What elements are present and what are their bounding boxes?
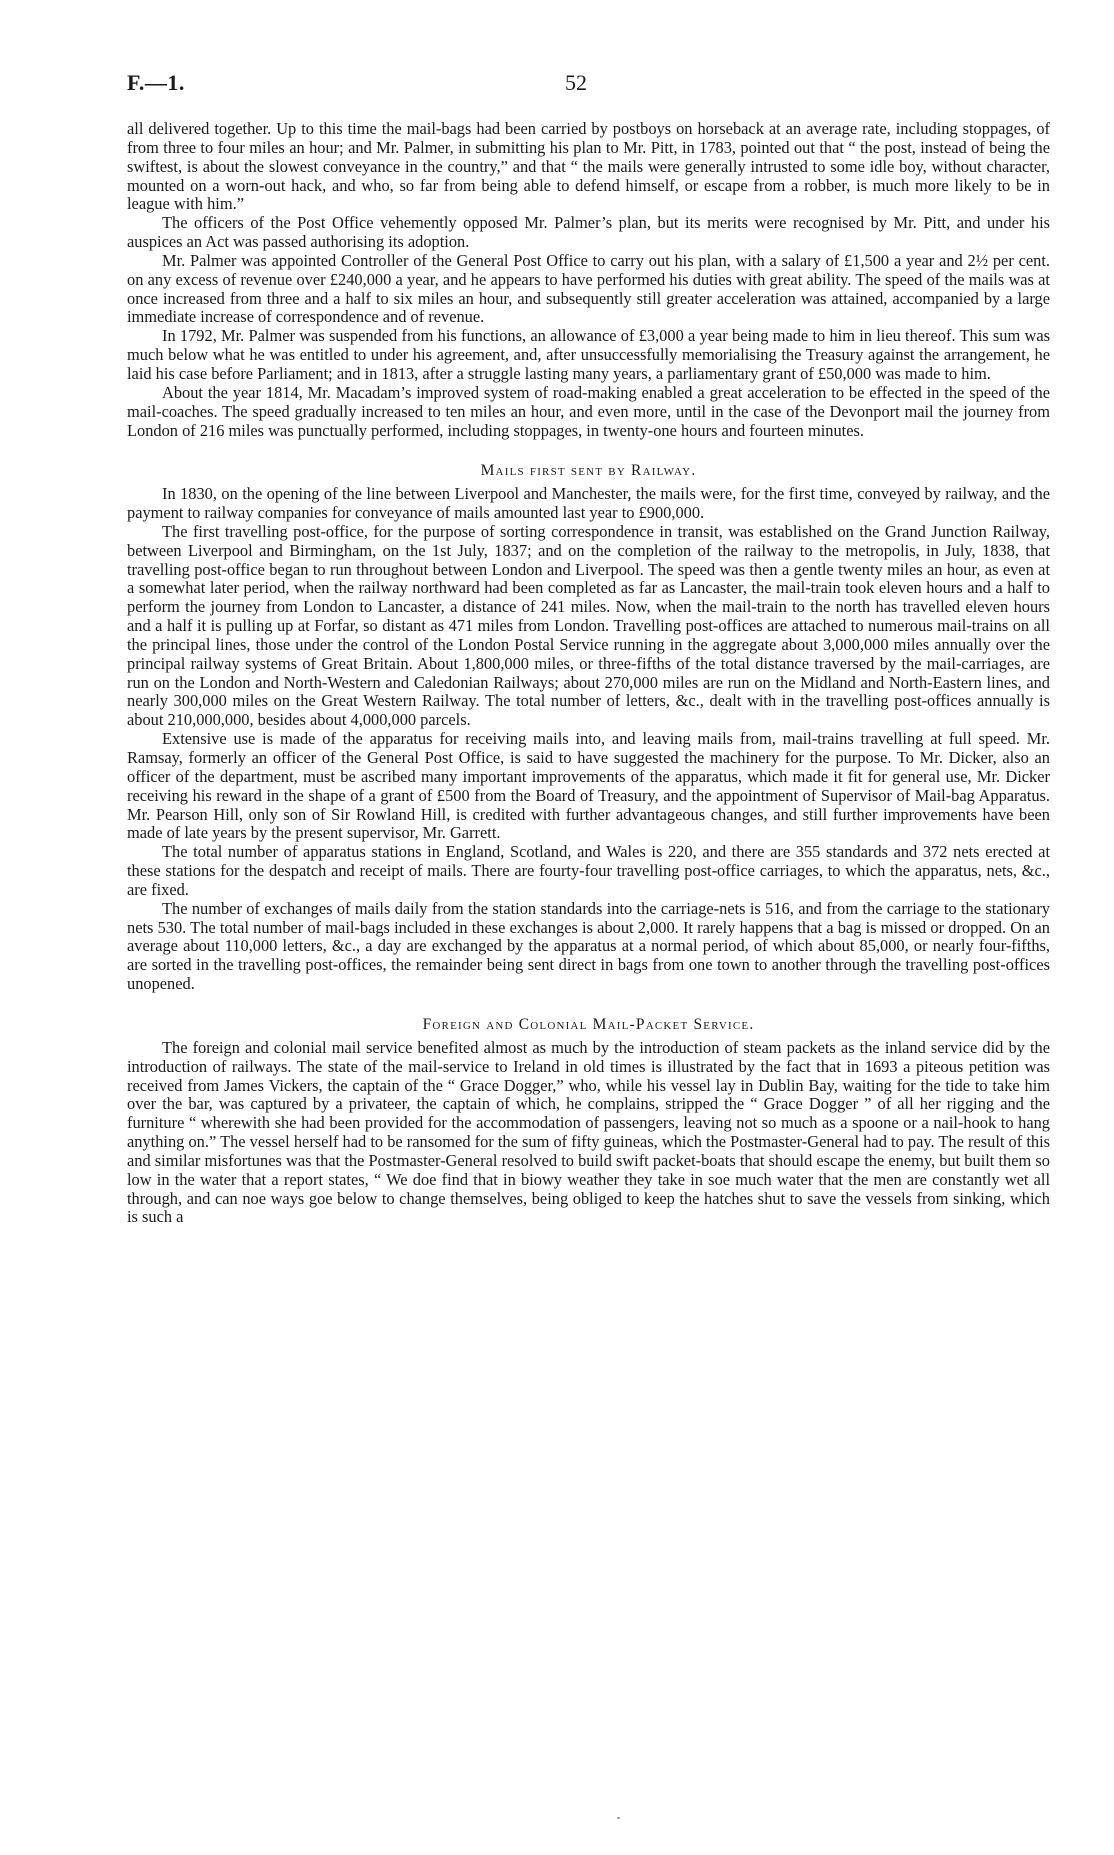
- paragraph-first-railway-mails: In 1830, on the opening of the line between Liverpool and Manchester, the mails were, for the first time, conveyed by railway, and the payment to railway companies for conveyance of mails amounted last year to £900,000.: [127, 484, 1050, 523]
- section-heading-packet-service: Foreign and Colonial Mail-Packet Service.: [422, 1015, 755, 1033]
- document-reference: F.—1.: [127, 70, 185, 95]
- paragraph-palmer-controller: Mr. Palmer was appointed Controller of the General Post Office to carry out his plan, with a salary of £1,500 a year and 2½ per cent. on any excess of revenue over £240,000 a year, and he appears to have performed his duties with great ability. The speed of the mails was at once increased from three and a half to six miles an hour, and subsequently still greater acceleration was attained, accompanied by a large immediate increase of correspondence and of revenue.: [127, 250, 1050, 327]
- running-header: [127, 70, 1050, 104]
- page-number: 52: [565, 70, 587, 95]
- body-text: [127, 120, 1050, 1227]
- section-heading-railway: Mails first sent by Railway.: [480, 462, 697, 480]
- paragraph-travelling-post-office: The first travelling post-office, for the purpose of sorting correspondence in transit, was established on the Grand Junction Railway, between Liverpool and Birmingham, on the 1st July, 1837; and on the completion of the railway to the metropolis, in July, 1838, that travelling post-office began to run throughout between London and Liverpool. The speed was then a gentle twenty miles an hour, as even at a somewhat later period, when the railway northward had been completed as far as Lancaster, the mail-train took eleven hours and a half to perform the journey from London to Lancaster, a distance of 241 miles. Now, when the mail-train to the north has travelled eleven hours and a half it is pulling up at Forfar, so distant as 471 miles from London. Travelling post-offices are attached to numerous mail-trains on all the principal lines, those under the control of the London Postal Service running in the aggregate about 3,000,000 miles annually over the principal railway systems of Great Britain. About 1,800,000 miles, or three-fifths of the total distance traversed by the mail-carriages, are run on the London and North-Western and Caledonian Railways; about 270,000 miles are run on the Midland and North-Eastern lines, and nearly 300,000 miles on the Great Western Railway. The total number of letters, &c., dealt with in the travelling post-offices annually is about 210,000,000, besides about 4,000,000 parcels.: [127, 521, 1050, 730]
- paragraph-mail-exchanges: The number of exchanges of mails daily from the station standards into the carriage-nets is 516, and from the carriage to the stationary nets 530. The total number of mail-bags included in these exchanges is about 2,000. It rarely happens that a bag is missed or dropped. On an average about 110,000 letters, &c., a day are exchanged by the apparatus at a normal period, of which about 85,000, or nearly four-fifths, are sorted in the travelling post-offices, the remainder being sent direct in bags from one town to another through the travelling post-offices unopened.: [127, 898, 1050, 994]
- paragraph-macadam-roads: About the year 1814, Mr. Macadam’s improved system of road-making enabled a great acceleration to be effected in the speed of the mail-coaches. The speed gradually increased to ten miles an hour, and even more, until in the case of the Devonport mail the journey from London of 216 miles was punctually performed, including stoppages, in twenty-one hours and fourteen minutes.: [127, 382, 1050, 440]
- print-speck: [617, 1817, 620, 1819]
- paragraph-palmer-plan-continued: all delivered together. Up to this time the mail-bags had been carried by postboys on horseback at an average rate, including stoppages, of from three to four miles an hour; and Mr. Palmer, in submitting his plan to Mr. Pitt, in 1783, pointed out that “ the post, instead of being the swiftest, is about the slowest conveyance in the country,” and that “ the mails were generally intrusted to some idle boy, without character, mounted on a worn-out hack, and who, so far from being able to defend himself, or escape from a robber, is much more likely to be in league with him.”: [127, 119, 1050, 214]
- paragraph-mail-apparatus: Extensive use is made of the apparatus for receiving mails into, and leaving mails from, mail-trains travelling at full speed. Mr. Ramsay, formerly an officer of the General Post Office, is said to have suggested the machinery for the purpose. To Mr. Dicker, also an officer of the department, must be ascribed many important improvements of the apparatus, which made it fit for general use, Mr. Dicker receiving his reward in the shape of a grant of £500 from the Board of Treasury, and the appointment of Supervisor of Mail-bag Apparatus. Mr. Pearson Hill, only son of Sir Rowland Hill, is credited with further advantageous changes, and still further improvements have been made of late years by the present supervisor, Mr. Garrett.: [127, 729, 1050, 843]
- paragraph-packet-service: The foreign and colonial mail service benefited almost as much by the introduction of steam packets as the inland service did by the introduction of railways. The state of the mail-service to Ireland in old times is illustrated by the fact that in 1693 a piteous petition was received from James Vickers, the captain of the “ Grace Dogger,” who, while his vessel lay in Dublin Bay, waiting for the tide to take him over the bar, was captured by a privateer, the captain of which, he complains, stripped the “ Grace Dogger ” of all her rigging and the furniture “ wherewith she had been provided for the accommodation of passengers, leaving not so much as a spoone or a nail-hook to hang anything on.” The vessel herself had to be ransomed for the sum of fifty guineas, which the Postmaster-General had to pay. The result of this and similar misfortunes was that the Postmaster-General resolved to build swift packet-boats that should escape the enemy, but built them so low in the water that a report states, “ We doe find that in biowy weather they take in soe much water that the men are constantly wet all through, and can noe ways goe below to change themselves, being obliged to keep the hatches shut to save the vessels from sinking, which is such a: [127, 1037, 1050, 1227]
- paragraph-palmer-suspended: In 1792, Mr. Palmer was suspended from his functions, an allowance of £3,000 a year being made to him in lieu thereof. This sum was much below what he was entitled to under his agreement, and, after unsuccessfully memorialising the Treasury against the arrangement, he laid his case before Parliament; and in 1813, after a struggle lasting many years, a parliamentary grant of £50,000 was made to him.: [127, 326, 1050, 383]
- paragraph-apparatus-stations: The total number of apparatus stations in England, Scotland, and Wales is 220, and there are 355 standards and 372 nets erected at these stations for the despatch and receipt of mails. There are fourty-four travelling post-office carriages, to which the apparatus, nets, &c., are fixed.: [127, 842, 1050, 899]
- paragraph-post-office-opposition: The officers of the Post Office vehemently opposed Mr. Palmer’s plan, but its merits were recognised by Mr. Pitt, and under his auspices an Act was passed authorising its adoption.: [127, 213, 1050, 252]
